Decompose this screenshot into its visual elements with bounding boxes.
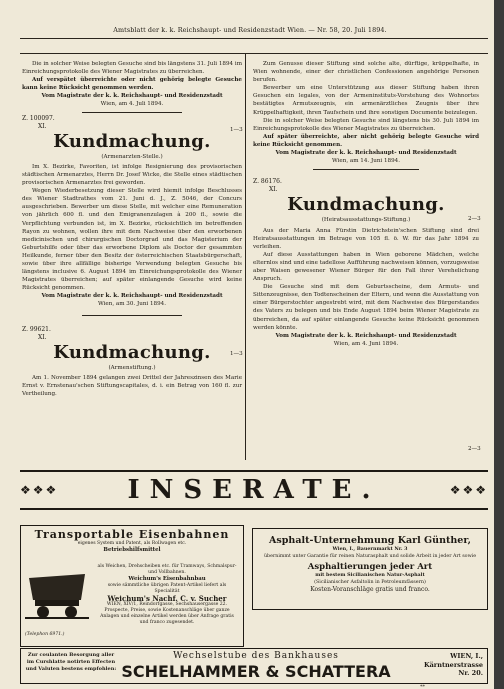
ad1-line5: sowie sämmtliche übrigen Patent-Artikel liefert als Specialität [107,583,227,594]
left-ref-3: Z. 99621. [22,325,51,333]
right-number-1: 2—3 [468,216,481,222]
ad2-line4: Kosten-Voranschläge gratis und franco. [310,586,430,593]
ad3-left: Zur coulanten Besorgung aller im Curshlatte notirten Effecten und Valuten bestens empfohlen: [25,652,117,672]
right-column [253,60,479,348]
left-signature-1: Vom Magistrate der k. k. Reichshaupt- und Residenzstadt [41,93,223,100]
left-signature-2: Vom Magistrate der k. k. Reichshaupt- und Residenzstadt [41,293,223,300]
right-signature-2: Vom Magistrate der k. k. Reichshaupt- und Residenzstadt [275,332,457,339]
page-header: Amtsblatt der k. k. Reichshaupt- und Residenzstadt Wien. — Nr. 58, 20. Juli 1894. [113,26,387,34]
left-number-1: 1—3 [230,127,243,133]
left-date-2: Wien, am 30. Juni 1894. [97,301,167,308]
right-date-2: Wien, am 4. Juni 1894. [333,340,399,347]
left-ref-2b: XI. [38,122,47,130]
ad1-line8: Prospecte, Preise, sowie Kostenanschläge über ganze Anlagen und einzelne Artikel werden über Anfrage gratis und franco zugesendet. [100,608,234,625]
ad1-line7: WIEN, XIV/1, Reindorfgasse, Sechshausergasse 22. [106,602,228,607]
inserate-title: INSERATE. [127,475,381,505]
ad-asphalt [252,528,488,610]
right-body-2b: Auf diese Ausstattungen haben in Wien geborene Mädchen, welche elternlos sind und eine tadellose Aufführung nachweisen können, vorzugsweise aber Waisen gewesener Wiener Bürger für den Fall ihrer Verehelichung Anspruch. [253,251,479,283]
ad1-details [95,564,239,626]
right-ref-2: Z. 86176. [253,178,282,186]
ad2-address: Wien, I., Bauernmarkt Nr. 3 [332,546,408,552]
right-number-2: 2—3 [468,446,481,452]
right-subtitle-2: (Heiratsausstattungs-Stiftung.) [321,217,411,224]
ornament-left-icon: ❖❖❖ [20,483,59,497]
header-rule-top [20,38,488,39]
ad-transportable-railways [20,525,244,647]
ad1-line2: Betriebshilfsmittel [103,547,161,553]
ad-bank [20,648,488,684]
ad1-line3: als Weichen, Drehscheiben etc. für Tramways, Schmalspur- und Vollbahnen. [97,564,237,575]
scan-edge [494,0,504,689]
left-separator-1 [82,112,182,113]
ad3-center2: SCHELHAMMER & SCHATTERA [121,662,391,681]
ad1-line6: Weichum's Nachf. C. v. Sucher [107,594,227,603]
ad1-caption: (Telephon 6971.) [25,632,65,637]
right-separator-1 [313,169,419,170]
left-date-1: Wien, am 4. Juli 1894. [100,101,164,108]
ad1-line4: Weichum's Eisenbahnbau [128,576,206,582]
right-ref-2b: XI. [269,186,278,194]
left-subtitle-2: (Armenarzten-Stelle.) [101,153,163,160]
right-intro-4: Auf später überreichte, aber nicht gehörig belegte Gesuche wird keine Rücksicht genommen. [253,133,479,148]
left-kundmachung-2: Kundmachung. [53,130,211,152]
left-intro-2: Auf verspätet überreichte oder nicht gehörig belegte Gesuche kann keine Rücksicht genommen werden. [22,77,242,92]
ad3-center1: Wechselstube des Bankhauses [173,651,339,661]
ad3-right1: WIEN, I., [450,652,483,660]
left-ref-3b: XI. [38,333,47,341]
right-signature-1: Vom Magistrate der k. k. Reichshaupt- und Residenzstadt [275,150,457,157]
inserate-banner [20,470,488,510]
column-divider [245,54,246,460]
ad3-right3: Nr. 20. [458,669,483,677]
ornament-right-icon: ❖❖❖ [449,483,488,497]
right-intro-2: Bewerber um eine Unterstützung aus dieser Stiftung haben ihren Gesuchen ein legales, von der Armeninstituts-Vorstehung des Wohnortes bestätigtes Armutszeugnis, ein armenärztliches Zeugnis über ihre Krüppelhaftigkeit, ihren Taufschein und ihre sonstigen Documente beizulegen. [253,85,479,116]
left-body-2a: Im X. Bezirke, Favoriten, ist infolge Resignierung des provisorischen städtischen Armenarztes, Herrn Dr. Josef Wicke, die Stelle eines städtischen provisorischen Armenarztes frei geworden. [22,163,242,187]
tipper-wagon-icon [25,570,89,622]
left-kundmachung-3: Kundmachung. [53,341,211,363]
right-intro-3: Die in solcher Weise belegten Gesuche sind längstens bis 30. Juli 1894 im Einreichungsprotokolle des Wiener Magistrates zu überreichen. [253,117,479,132]
right-body-2c: Die Gesuche sind mit dem Geburtsscheine, dem Armuts- und Sittenzeugnisse, den Todtenscheinen der Eltern, und wenn die Ausstattung von einer Bürgerstochter angestrebt wird, mit dem Nachweise des Bürgerstandes des Vaters zu belegen und bis Ende August 1894 beim Wiener Magistrate zu überreichen, da auf später einlangende Gesuche keine Rücksicht genommen werden könnte. [253,284,480,331]
left-body-3: Am 1. November 1894 gelangen zwei Drittel der Jahreszinsen des Marie Ernst v. Ernstenau'schen Stiftungscapitales, d. i. ein Betrag von 160 fl. zur Vertheilung. [22,374,242,397]
left-number-2: 1—3 [230,351,243,357]
ad2-mid: Asphaltierungen jeder Art [307,562,433,572]
left-ref-2: Z. 100097. [22,114,55,122]
ad1-title: Transportable Eisenbahnen [34,528,230,541]
ad2-line1: übernimmt unter Garantie für reinen Naturasphalt und solide Arbeit in jeder Art sowie [263,554,477,559]
left-subtitle-3: (Armenstiftung.) [108,364,156,371]
left-body-2b: Wegen Wiederbesetzung dieser Stelle wird hiemit infolge Beschlusses des Wiener Stadtrathes vom 21. Juni d. J., Z. 5046, der Concurs ausgeschrieben. Bewerber um diese Stelle, mit welcher eine Remuneration von jährlich 600 fl. und den Emigranenzulagen à 200 fl., sowie die Verpflichtung verbunden ist, im X. Bezirke, rücksichtlich im betreffenden Rayon zu wohnen, wollen ihre mit dem Nachweise über den erworbenen medicinischen und chirurgischen Doctorgrad und das Magisterium der Geburtshilfe oder über das erworbene Diplom als Doctor der gesammten Heilkunde, ferner über den Besitz der österreichischen Staatsbürgerschaft, sowie über ihre allfällige bisherige Verwendung belegten Gesuche bis längstens inclusive 6. August 1894 im Einreichungsprotokolle des Wiener Magistrates überreichen; auf später einlangende Gesuche wird keine Rücksicht genommen. [22,188,242,292]
ad2-title: Asphalt-Unternehmung Karl Günther, [269,535,471,546]
ad3-right2: Kärntnerstrasse [423,660,483,669]
right-date-1: Wien, am 14. Juni 1894. [331,158,401,165]
footer-mark: ** [420,684,425,689]
ad3-right [401,652,483,678]
header-rule-bottom [20,53,488,54]
left-separator-2 [82,315,182,316]
ad2-line3: (Sicilianischer Asfaltolin in Petroleumfässern) [314,580,426,585]
right-kundmachung-2: Kundmachung. [287,194,445,216]
left-intro-1: Die in solcher Weise belegten Gesuche sind bis längstens 31. Juli 1894 im Einreichungsprotokolle des Wiener Magistrates zu überreichen. [22,61,242,76]
right-intro-1: Zum Genusse dieser Stiftung sind solche alte, dürftige, krüppelhafte, in Wien wohnende, einer der christlichen Confessionen angehörige Personen berufen. [253,61,479,84]
ad2-line2: mit bestem Sicilianischen Natur-Asphalt [315,572,425,578]
left-column [22,60,242,398]
right-body-2a: Aus der Maria Anna Fürstin Dietrichstein'schen Stiftung sind drei Heiratsausstattungen im Betrage von 105 fl. ö. W. für das Jahr 1894 zu verleihen. [253,227,479,250]
ad1-line1: eigenes System und Patent, als Rollwagen etc. [77,541,187,546]
